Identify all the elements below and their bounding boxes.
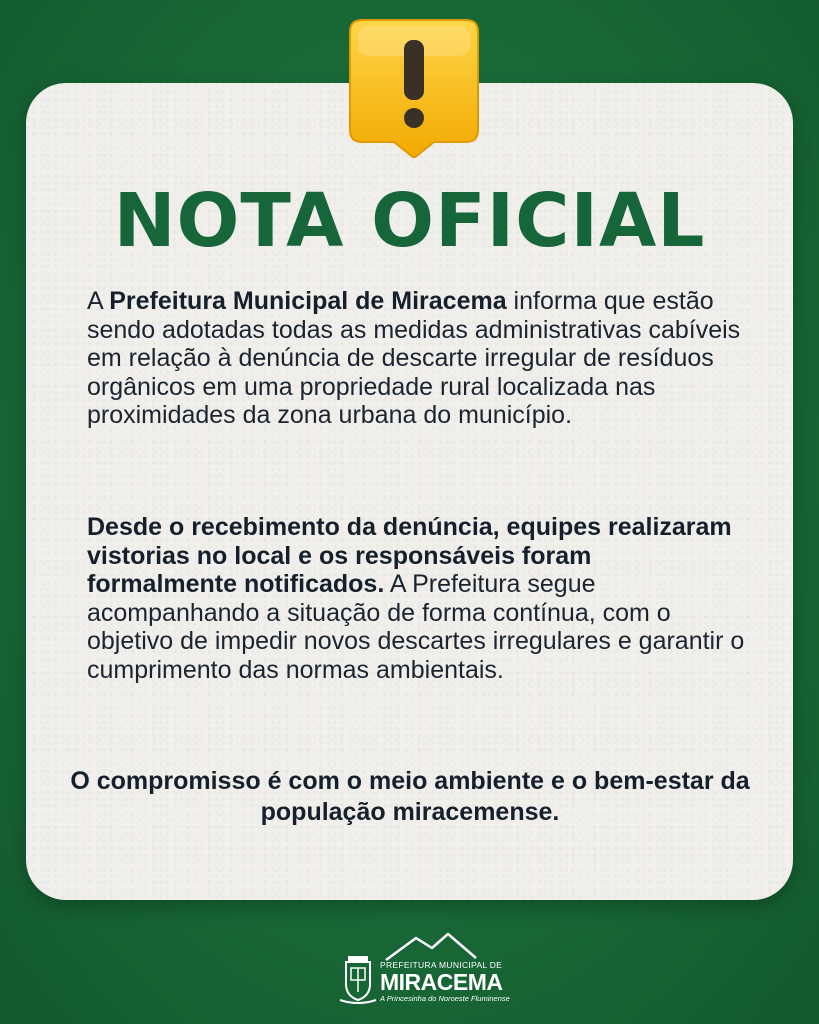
coat-of-arms-icon [338,954,378,1004]
logo-text [380,960,530,1003]
page-title: NOTA OFICIAL [113,178,706,264]
paragraph-1 [87,287,747,430]
closing-statement: O compromisso é com o meio ambiente e o bem-estar da população miracemense. [70,767,750,826]
paragraph-1-text: informa que estão sendo adotadas todas as medidas administrativas cabíveis em relação à denúncia de descarte irregular de resíduos orgânicos em uma propriedade rural localizada nas proximidades da zona urbana do município. [87,287,741,429]
exclamation-alert-icon [348,18,480,158]
miracema-logo [336,928,526,1008]
logo-slogan: A Princesinha do Noroeste Fluminense [380,994,510,1003]
paragraph-2-bold: Desde o recebimento da denúncia, equipes realizaram vistorias no local e os responsáveis foram formalmente notificados. [87,513,732,598]
paragraph-1-prefix: A [87,287,110,315]
paragraph-2-text: A Prefeitura segue acompanhando a situação de forma contínua, com o objetivo de impedir novos descartes irregulares e garantir o cumprimento das normas ambientais. [87,570,745,684]
paragraph-2 [87,513,747,684]
logo-prefix: PREFEITURA MUNICIPAL DE [380,960,503,970]
paragraph-1-entity: Prefeitura Municipal de Miracema [109,287,507,315]
logo-name: MIRACEMA [380,969,503,995]
